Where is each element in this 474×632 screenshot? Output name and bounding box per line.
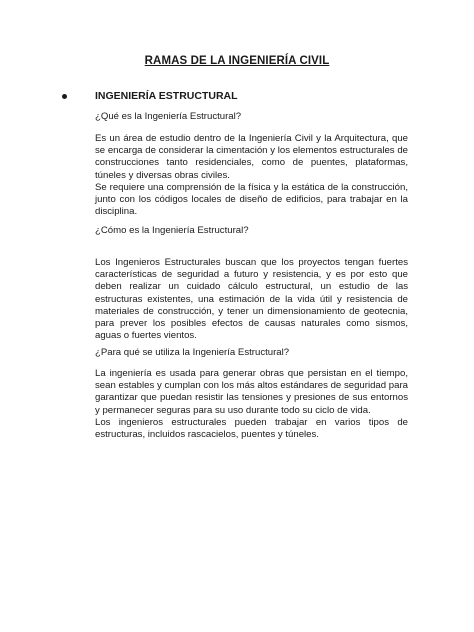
question-what-is: ¿Qué es la Ingeniería Estructural? xyxy=(95,111,242,122)
question-what-for: ¿Para qué se utiliza la Ingeniería Estructural? xyxy=(95,347,290,358)
paragraph-structures: Los ingenieros estructurales pueden trabajar en varios tipos de estructuras, incluidos rascacielos, puentes y túneles. xyxy=(95,416,408,441)
paragraph-usage: La ingeniería es usada para generar obras que persistan en el tiempo, sean estables y cumplan con los más altos estándares de seguridad para garantizar que puedan resistir las tensiones y presiones de sus entornos y permanecer seguras para su uso durante todo su ciclo de vida. xyxy=(95,368,408,416)
paragraph-engineers: Los Ingenieros Estructurales buscan que los proyectos tengan fuertes características de seguridad a futuro y resistencia, y es por esto que deben realizar un cuidado cálculo estructural, un estudio de las estructuras existentes, una estimación de la vida útil y resistencia de materiales de construcción, y tener un dimensionamiento de geotecnia, para prever los posibles efectos de causas naturales como sismos, aguas o fuertes vientos. xyxy=(95,257,408,342)
paragraph-block-2 xyxy=(95,257,408,342)
paragraph-block-1 xyxy=(95,133,408,218)
section-heading xyxy=(62,90,238,102)
paragraph-requirements: Se requiere una comprensión de la física y la estática de la construcción, junto con los códigos locales de diseño de edificios, para trabajar en la disciplina. xyxy=(95,181,408,218)
document-title: RAMAS DE LA INGENIERÍA CIVIL xyxy=(144,55,330,67)
bullet-icon xyxy=(62,94,67,99)
paragraph-definition: Es un área de estudio dentro de la Ingeniería Civil y la Arquitectura, que se encarga de considerar la cimentación y los elementos estructurales de construcciones tanto residenciales, como de puentes, plataformas, túneles y diversas obras civiles. xyxy=(95,133,408,181)
question-how-is: ¿Cómo es la Ingeniería Estructural? xyxy=(95,225,249,236)
section-heading-text: INGENIERÍA ESTRUCTURAL xyxy=(95,90,238,102)
paragraph-block-3 xyxy=(95,368,408,441)
